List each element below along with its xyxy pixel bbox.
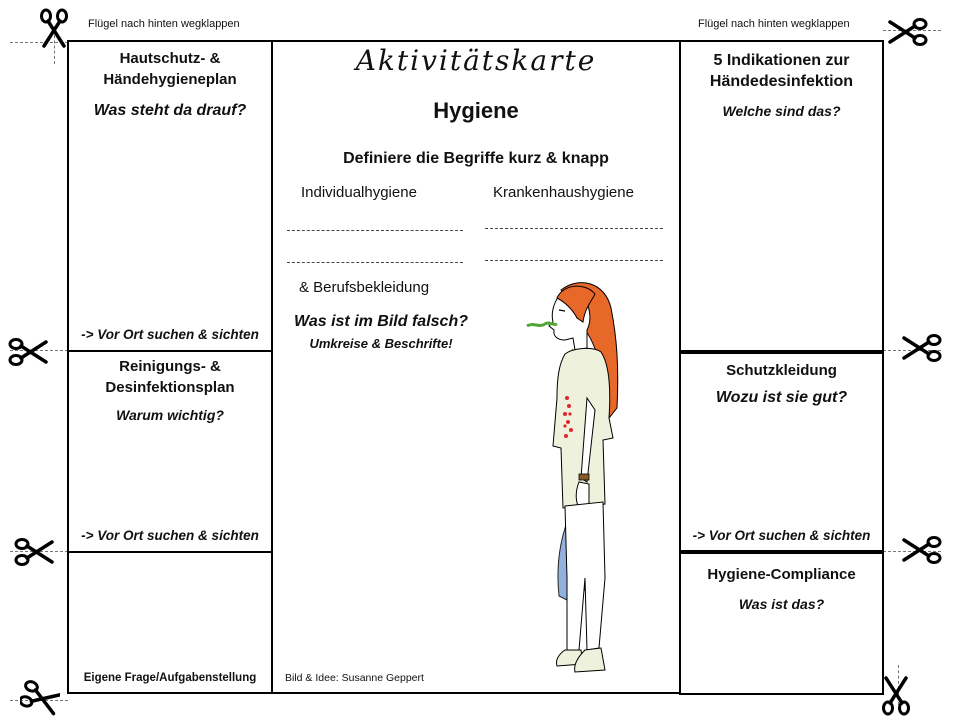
scissors-icon xyxy=(20,678,60,718)
card-subtitle: Hygiene xyxy=(433,98,519,123)
scissors-icon xyxy=(8,332,48,372)
answer-line xyxy=(485,228,663,229)
left-panel-2 xyxy=(67,350,273,553)
scissors-icon xyxy=(902,530,942,570)
scissors-icon xyxy=(902,328,942,368)
right-panel-2 xyxy=(679,352,884,552)
panel-title: Reinigungs- & Desinfektionsplan xyxy=(105,358,235,396)
right-panel-1 xyxy=(679,40,884,352)
card-title: Aktivitätskarte xyxy=(355,44,597,77)
panel-title: Hygiene-Compliance xyxy=(707,566,856,583)
fold-label-left: Flügel nach hinten wegklappen xyxy=(88,18,240,30)
picture-question: Was ist im Bild falsch? xyxy=(294,313,468,330)
left-panel-3 xyxy=(67,551,273,694)
scissors-icon xyxy=(34,8,74,48)
panel-footer: Eigene Frage/Aufgabenstellung xyxy=(83,672,257,684)
term-berufsbekleidung: & Berufsbekleidung xyxy=(299,279,430,296)
scissors-icon xyxy=(876,676,916,716)
answer-line xyxy=(287,262,463,263)
center-panel xyxy=(271,40,681,694)
right-panel-3 xyxy=(679,552,884,695)
panel-footer: -> Vor Ort suchen & sichten xyxy=(81,528,259,543)
instruction: Definiere die Begriffe kurz & knapp xyxy=(343,150,609,167)
panel-question: Was steht da drauf? xyxy=(93,102,247,119)
credit: Bild & Idee: Susanne Geppert xyxy=(285,672,424,684)
panel-question: Welche sind das? xyxy=(722,103,841,119)
panel-question: Was ist das? xyxy=(738,596,825,612)
term-krankenhaushygiene: Krankenhaushygiene xyxy=(493,184,634,201)
answer-line xyxy=(485,260,663,261)
fold-label-right: Flügel nach hinten wegklappen xyxy=(698,18,850,30)
picture-subquestion: Umkreise & Beschrifte! xyxy=(309,336,453,351)
panel-footer: -> Vor Ort suchen & sichten xyxy=(692,528,871,543)
nurse-illustration xyxy=(513,278,633,688)
answer-line xyxy=(287,230,463,231)
panel-footer: -> Vor Ort suchen & sichten xyxy=(81,327,259,342)
panel-title: 5 Indikationen zur Händedesinfektion xyxy=(709,52,854,90)
panel-title: Hautschutz- & Händehygieneplan xyxy=(103,50,237,88)
left-panel-1 xyxy=(67,40,273,352)
panel-title: Schutzkleidung xyxy=(726,362,837,379)
panel-question: Warum wichtig? xyxy=(116,407,224,423)
scissors-icon xyxy=(14,532,54,572)
scissors-icon xyxy=(888,12,928,52)
term-individualhygiene: Individualhygiene xyxy=(301,184,417,201)
panel-question: Wozu ist sie gut? xyxy=(715,389,848,406)
